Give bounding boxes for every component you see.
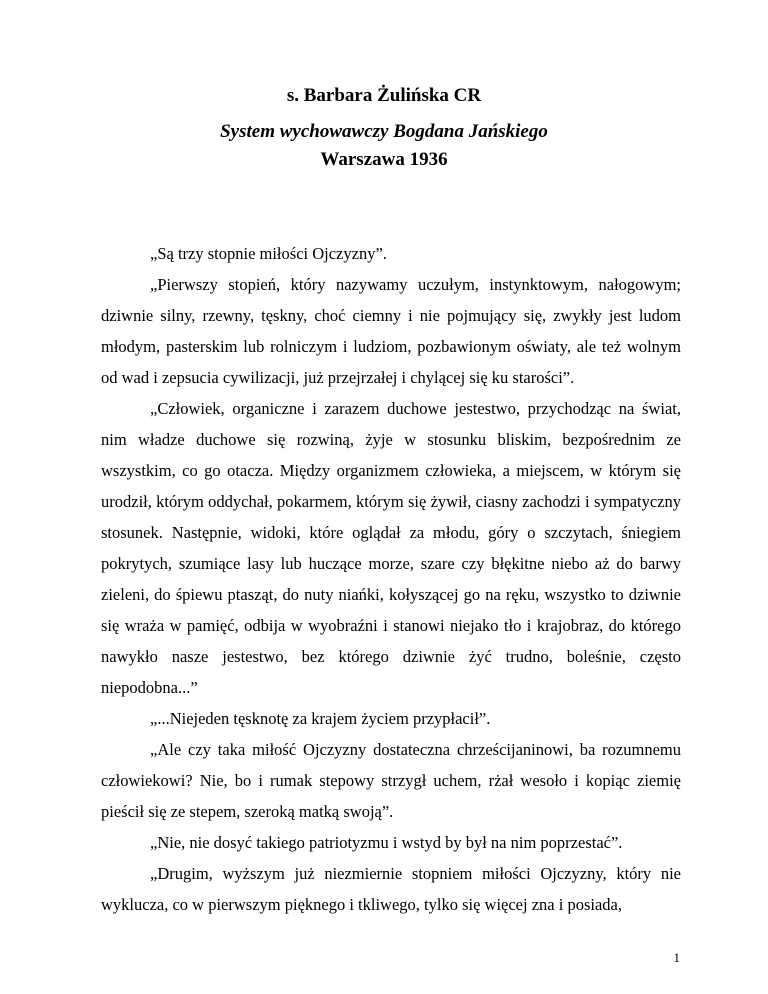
page-number: 1 bbox=[673, 950, 680, 965]
document-body bbox=[101, 238, 681, 920]
paragraph: „Ale czy taka miłość Ojczyzny dostateczna chrześcijaninowi, ba rozumnemu człowiekowi? Nie, bo i rumak stepowy strzygł uchem, rżał wesoło i kopiąc ziemię pieścił się ze stepem, szeroką matką swoją”. bbox=[101, 740, 681, 821]
paragraph: „Nie, nie dosyć takiego patriotyzmu i wstyd by był na nim poprzestać”. bbox=[150, 833, 623, 852]
place-year-heading: Warszawa 1936 bbox=[320, 149, 448, 170]
paragraph: „...Niejeden tęsknotę za krajem życiem przypłacił”. bbox=[150, 709, 491, 728]
paragraph: „Pierwszy stopień, który nazywamy uczułym, instynktowym, nałogowym; dziwnie silny, rzewny, tęskny, choć ciemny i nie pojmujący się, zwykły jest ludom młodym, pasterskim lub rolniczym i ludziom, pozbawionym oświaty, ale też wolnym od wad i zepsucia cywilizacji, już przejrzałej i chylącej się ku starości”. bbox=[101, 275, 681, 387]
paragraph: „Drugim, wyższym już niezmiernie stopniem miłości Ojczyzny, który nie wyklucza, co w pierwszym pięknego i tkliwego, tylko się więcej zna i posiada, bbox=[101, 864, 681, 914]
author-heading: s. Barbara Żulińska CR bbox=[286, 85, 482, 106]
paragraph: „Są trzy stopnie miłości Ojczyzny”. bbox=[150, 244, 387, 263]
document-title: System wychowawczy Bogdana Jańskiego bbox=[220, 121, 548, 142]
paragraph: „Człowiek, organiczne i zarazem duchowe jestestwo, przychodząc na świat, nim władze duchowe się rozwiną, żyje w stosunku bliskim, bezpośrednim ze wszystkim, co go otacza. Między organizmem człowieka, a miejscem, w którym się urodził, którym oddychał, pokarmem, którym się żywił, ciasny zachodzi i sympatyczny stosunek. Następnie, widoki, które oglądał za młodu, góry o szczytach, śniegiem pokrytych, szumiące lasy lub huczące morze, szare czy błękitne niebo aż do barwy zieleni, do śpiewu ptasząt, do nuty niańki, kołyszącej go na ręku, wszystko to dziwnie się wraża w pamięć, odbija w wyobraźni i stanowi niejako tło i krajobraz, do którego nawykło nasze jestestwo, bez którego dziwnie żyć trudno, boleśnie, często niepodobna...” bbox=[101, 399, 681, 697]
